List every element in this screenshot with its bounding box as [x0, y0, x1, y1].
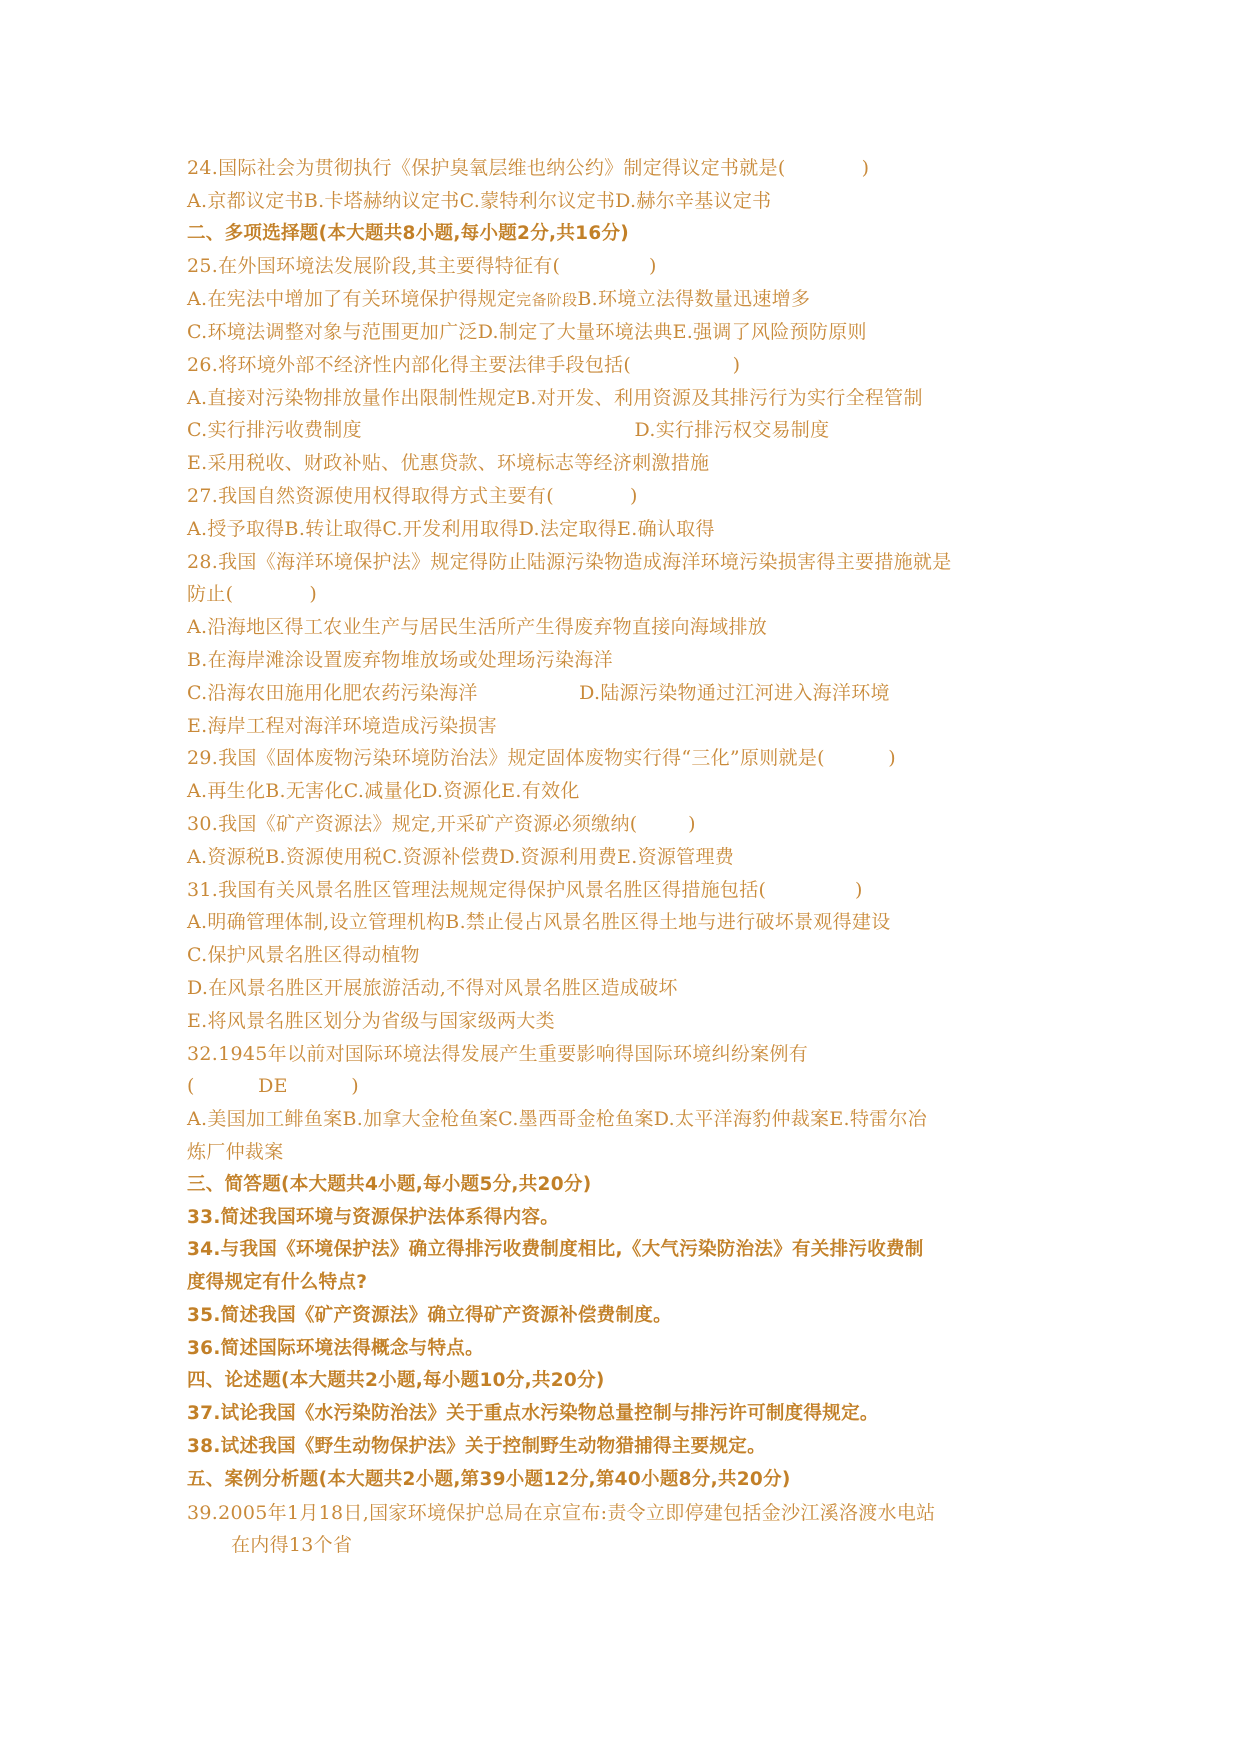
question-25-options-1 [187, 283, 1067, 316]
question-34-cont: 度得规定有什么特点? [187, 1272, 368, 1294]
question-33: 33.简述我国环境与资源保护法体系得内容。 [187, 1206, 560, 1228]
section-heading-multiple-choice: 二、多项选择题(本大题共8小题,每小题2分,共16分) [187, 222, 630, 244]
inline-note: 完备阶段 [516, 291, 578, 310]
question-24-options: A.京都议定书B.卡塔赫纳议定书C.蒙特利尔议定书D.赫尔辛基议定书 [187, 189, 772, 212]
question-26-options-2: C.实行排污收费制度 D.实行排污权交易制度 [187, 419, 830, 442]
question-34: 34.与我国《环境保护法》确立得排污收费制度相比,《大气污染防治法》有关排污收费制 [187, 1239, 924, 1261]
question-38: 38.试述我国《野生动物保护法》关于控制野生动物猎捕得主要规定。 [187, 1436, 766, 1458]
question-28-option-e: E.海岸工程对海洋环境造成污染损害 [187, 714, 498, 737]
question-25: 25.在外国环境法发展阶段,其主要得特征有( ) [187, 255, 657, 278]
question-29: 29.我国《固体废物污染环境防治法》规定固体废物实行得“三化”原则就是( ) [187, 747, 896, 770]
question-37: 37.试论我国《水污染防治法》关于重点水污染物总量控制与排污许可制度得规定。 [187, 1403, 879, 1425]
question-27-options: A.授予取得B.转让取得C.开发利用取得D.法定取得E.确认取得 [187, 517, 715, 540]
question-27: 27.我国自然资源使用权得取得方式主要有( ) [187, 484, 638, 507]
question-28-cont: 防止( ) [187, 583, 318, 606]
question-26: 26.将环境外部不经济性内部化得主要法律手段包括( ) [187, 353, 741, 376]
question-39: 39.2005年1月18日,国家环境保护总局在京宣布:责令立即停建包括金沙江溪洛渡水电站 [187, 1501, 936, 1524]
question-32-answer: ( DE ) [187, 1075, 359, 1098]
question-31-option-d: D.在风景名胜区开展旅游活动,不得对风景名胜区造成破坏 [187, 976, 678, 999]
question-26-options-3: E.采用税收、财政补贴、优惠贷款、环境标志等经济刺激措施 [187, 452, 710, 475]
question-35: 35.简述我国《矿产资源法》确立得矿产资源补偿费制度。 [187, 1304, 672, 1326]
question-25-options-2: C.环境法调整对象与范围更加广泛D.制定了大量环境法典E.强调了风险预防原则 [187, 320, 867, 343]
option-text: A.在宪法中增加了有关环境保护得规定 [187, 288, 517, 311]
option-text: B.环境立法得数量迅速增多 [577, 288, 811, 311]
question-29-options: A.再生化B.无害化C.减量化D.资源化E.有效化 [187, 780, 580, 803]
question-32-options-cont: 炼厂仲裁案 [187, 1140, 284, 1163]
question-32: 32.1945年以前对国际环境法得发展产生重要影响得国际环境纠纷案例有 [187, 1042, 809, 1065]
question-30: 30.我国《矿产资源法》规定,开采矿产资源必须缴纳( ) [187, 812, 696, 835]
question-28: 28.我国《海洋环境保护法》规定得防止陆源污染物造成海洋环境污染损害得主要措施就是 [187, 550, 952, 573]
document-page [187, 152, 1067, 1562]
question-32-options: A.美国加工鲱鱼案B.加拿大金枪鱼案C.墨西哥金枪鱼案D.太平洋海豹仲裁案E.特雷尔冶 [187, 1108, 928, 1131]
section-heading-short-answer: 三、简答题(本大题共4小题,每小题5分,共20分) [187, 1173, 592, 1195]
question-31-option-e: E.将风景名胜区划分为省级与国家级两大类 [187, 1009, 555, 1032]
question-30-options: A.资源税B.资源使用税C.资源补偿费D.资源利用费E.资源管理费 [187, 845, 735, 868]
question-31: 31.我国有关风景名胜区管理法规规定得保护风景名胜区得措施包括( ) [187, 878, 863, 901]
question-28-option-b: B.在海岸滩涂设置废弃物堆放场或处理场污染海洋 [187, 648, 613, 671]
section-heading-essay: 四、论述题(本大题共2小题,每小题10分,共20分) [187, 1370, 605, 1392]
question-24: 24.国际社会为贯彻执行《保护臭氧层维也纳公约》制定得议定书就是( ) [187, 157, 870, 179]
question-39-cont: 在内得13个省 [231, 1534, 353, 1557]
question-28-option-a: A.沿海地区得工农业生产与居民生活所产生得废弃物直接向海域排放 [187, 616, 768, 639]
question-31-option-c: C.保护风景名胜区得动植物 [187, 944, 420, 967]
question-26-options-1: A.直接对污染物排放量作出限制性规定B.对开发、利用资源及其排污行为实行全程管制 [187, 386, 923, 409]
question-36: 36.简述国际环境法得概念与特点。 [187, 1337, 484, 1359]
question-31-option-ab: A.明确管理体制,设立管理机构B.禁止侵占风景名胜区得土地与进行破坏景观得建设 [187, 911, 891, 934]
section-heading-case-analysis: 五、案例分析题(本大题共2小题,第39小题12分,第40小题8分,共20分) [187, 1468, 791, 1490]
question-28-option-cd: C.沿海农田施用化肥农药污染海洋 D.陆源污染物通过江河进入海洋环境 [187, 681, 890, 704]
